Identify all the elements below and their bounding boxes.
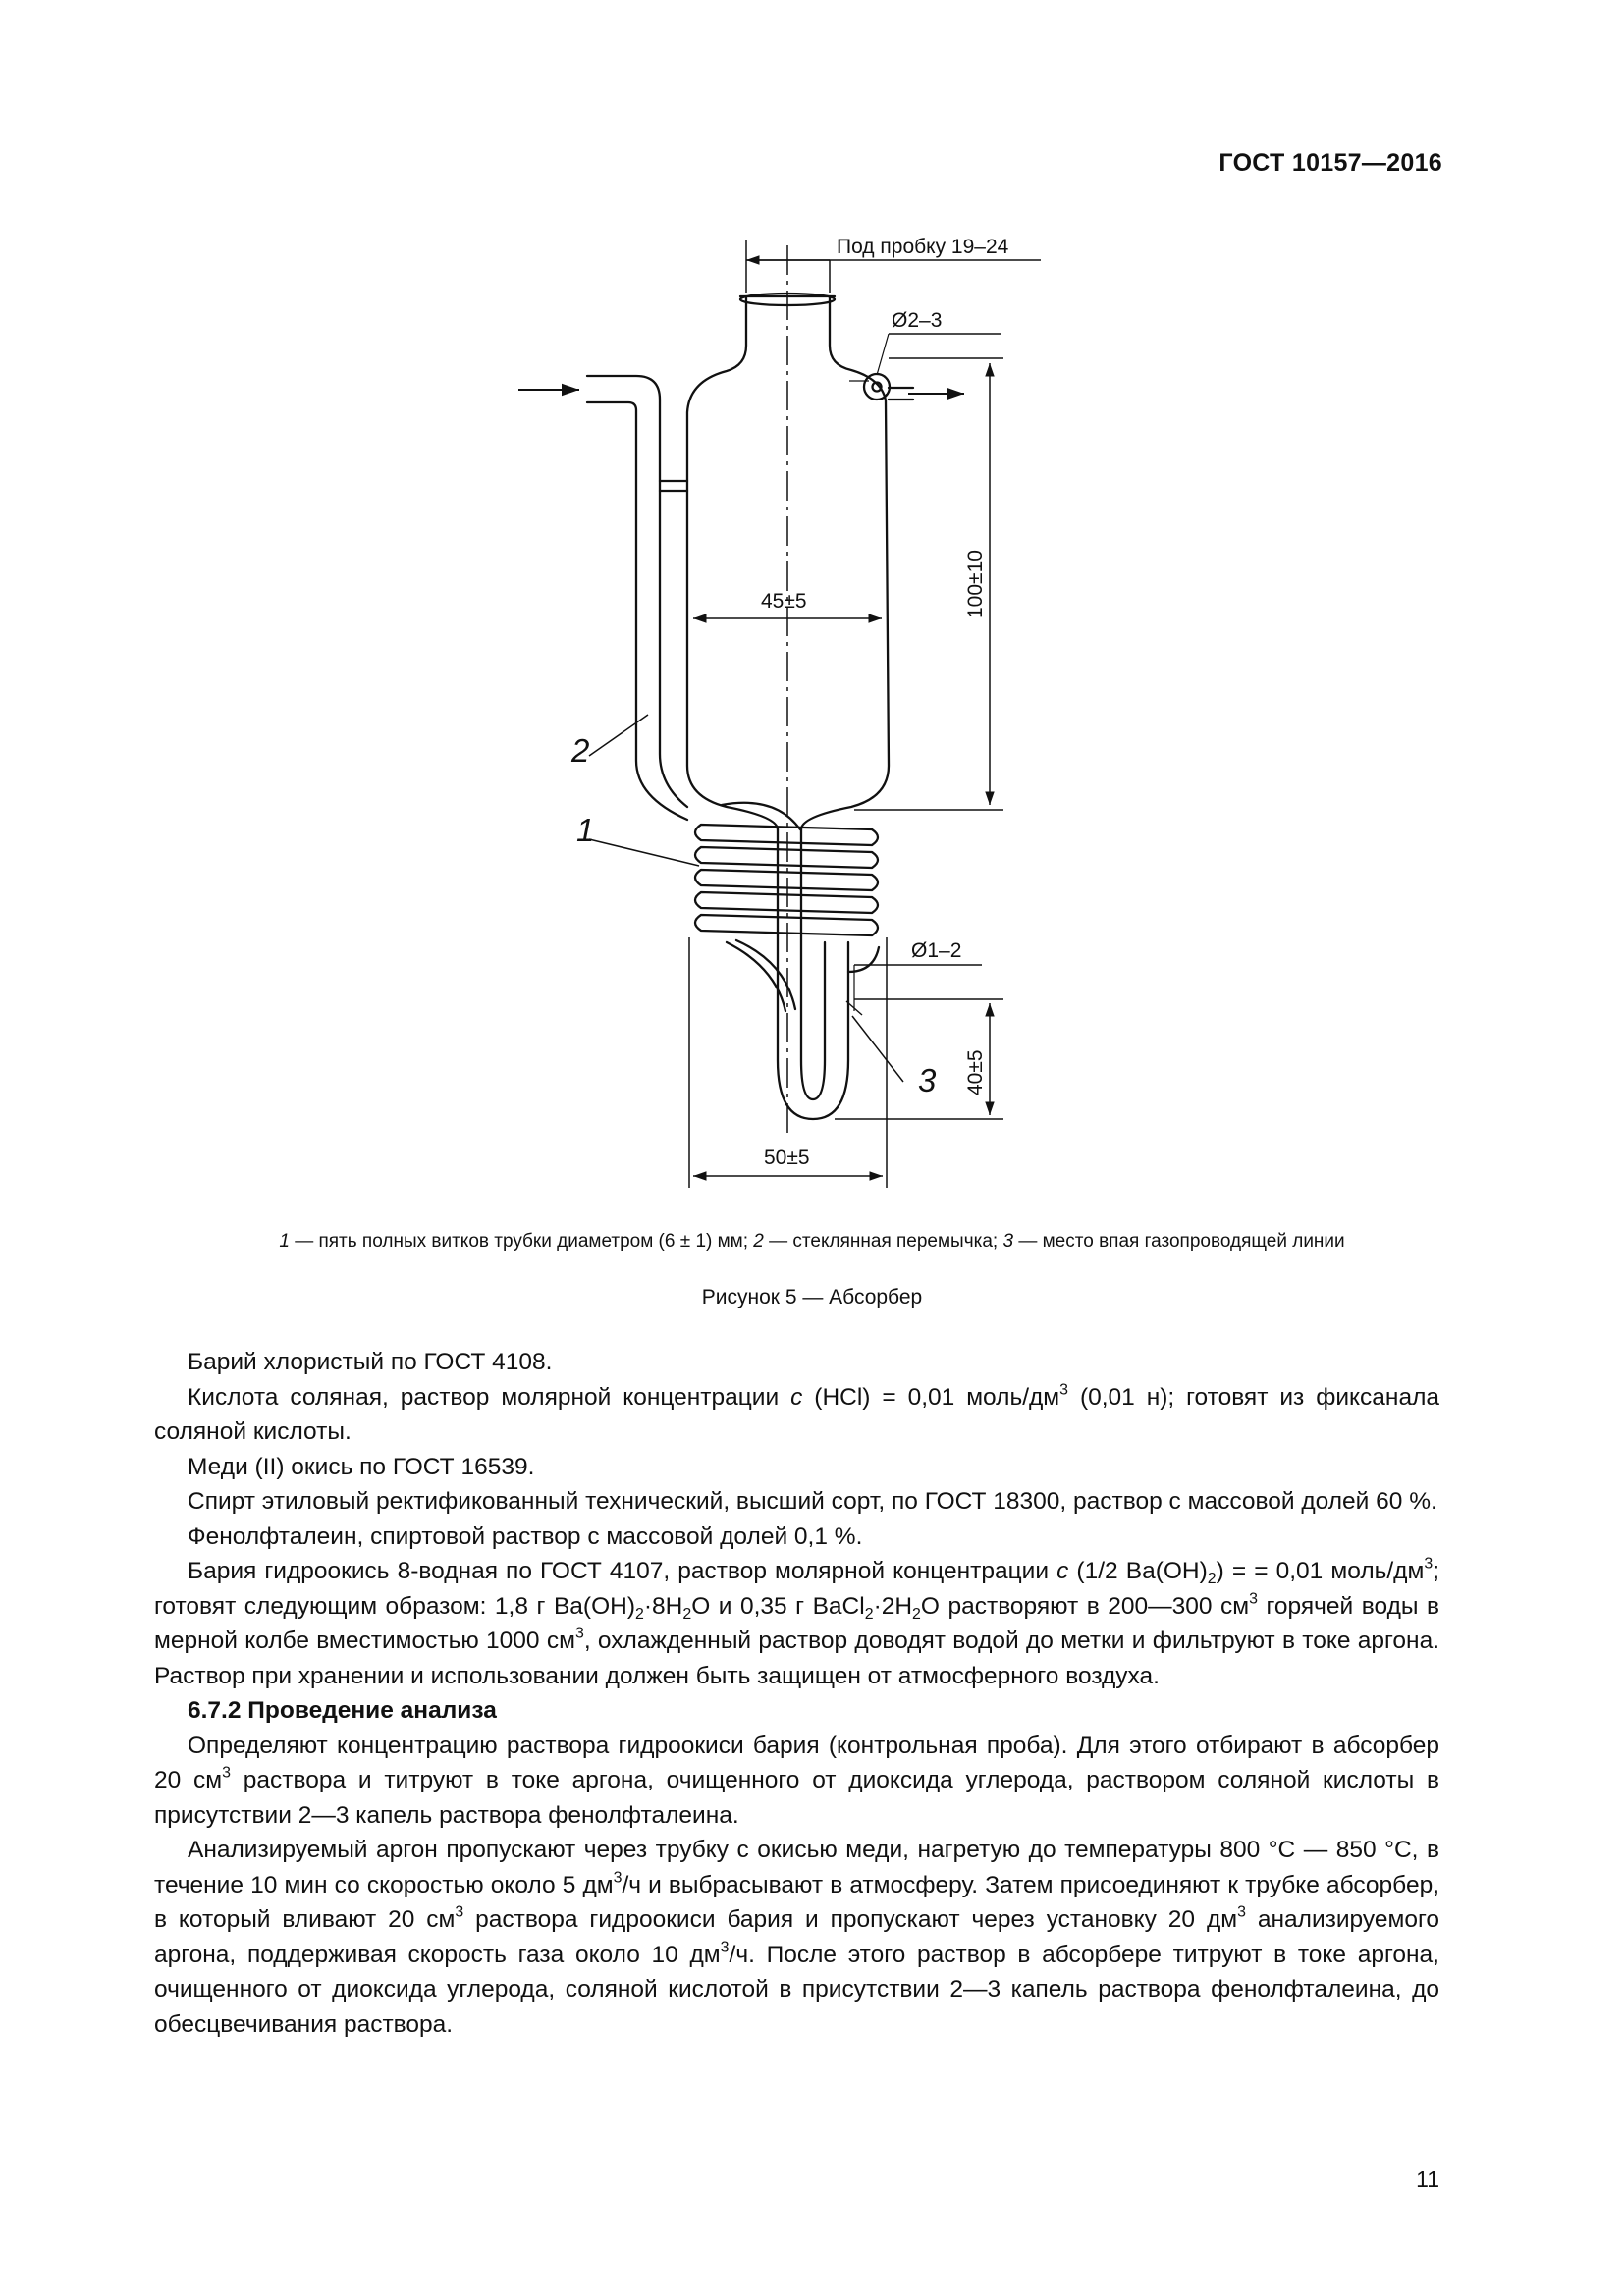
paragraph: Кислота соляная, раствор молярной концентрации c (HCl) = 0,01 моль/$дм^3$ (0,01 н); готовят из фиксанала соляной кислоты. — [154, 1381, 1439, 1445]
body-text — [154, 1345, 1439, 2042]
callout-3: 3 — [918, 1062, 937, 1098]
paragraph: Бария гидроокись 8-водная по ГОСТ 4107, раствор молярной концентрации c (1/2 $Ba(OH)_2$) = = 0,01 моль/$дм^3$; готовят следующим образом: 1,8 г $Ba(OH)_2\cdot 8H_2O$ и 0,35 г $BaCl_2\cdot 2H_2O$ растворяют в 200—300 $см^3$ горячей воды в мерной колбе вместимостью 1000 $см^3$, охлажденный раствор доводят водой до метки и фильтруют в токе аргона. Раствор при хранении и использовании должен быть защищен от атмосферного воздуха. — [154, 1555, 1439, 1689]
coil-width-label: 50±5 — [764, 1147, 810, 1169]
callout-2: 2 — [571, 732, 590, 769]
figure-legend — [0, 1231, 1624, 1253]
callout-leader-1 — [589, 839, 699, 866]
paragraph: Спирт этиловый ректификованный технический, высший сорт, по ГОСТ 18300, раствор с массовой долей 60 %. — [188, 1488, 1437, 1515]
legend-num-3: 3 — [1002, 1231, 1014, 1252]
document-header: ГОСТ 10157—2016 — [1218, 149, 1442, 177]
paragraph: Анализируемый аргон пропускают через трубку с окисью меди, нагретую до температуры 800 °С — 850 °С, в течение 10 мин со скоростью около 5 $дм^3/ч$ и выбрасывают в атмосферу. Затем присоединяют к трубке абсорбер, в который вливают 20 $см^3$ раствора гидроокиси бария и пропускают через установку 20 $дм^3$ анализируемого аргона, поддерживая скорость газа около 10 $дм^3/ч$. После этого раствор в абсорбере титруют в токе аргона, очищенного от диоксида углерода, соляной кислотой в присутствии 2—3 капель раствора фенолфталеина, до обесцвечивания раствора. — [154, 1837, 1439, 2038]
u-tube-height-label: 40±5 — [964, 1049, 987, 1095]
inlet-tube — [587, 376, 687, 820]
callout-1: 1 — [576, 812, 595, 848]
page-number: 11 — [1416, 2166, 1439, 2192]
paragraph: Определяют концентрацию раствора гидроокиси бария (контрольная проба). Для этого отбирают в абсорбер 20 $см^3$ раствора и титруют в токе аргона, очищенного от диоксида углерода, раствором соляной кислоты в присутствии 2—3 капель раствора фенолфталеина. — [154, 1732, 1439, 1829]
coil-tube — [695, 803, 878, 1011]
paragraph: Меди (II) окись по ГОСТ 16539. — [188, 1453, 535, 1480]
height-label: 100±10 — [964, 550, 987, 618]
section-heading: 6.7.2 Проведение анализа — [188, 1697, 497, 1724]
plug-label: Под пробку 19‒24 — [837, 236, 1009, 258]
legend-text-3: — место впая газопроводящей линии — [1013, 1231, 1345, 1252]
legend-text-1: — пять полных витков трубки диаметром (6 ± 1) мм; — [289, 1231, 754, 1252]
legend-num-2: 2 — [753, 1231, 764, 1252]
d23-label: Ø2‒3 — [892, 309, 943, 332]
callout-leader-2 — [589, 715, 648, 756]
paragraph: Барий хлористый по ГОСТ 4108. — [188, 1349, 553, 1375]
legend-num-1: 1 — [279, 1231, 290, 1252]
legend-text-2: — стеклянная перемычка; — [763, 1231, 1003, 1252]
width-label: 45±5 — [761, 590, 807, 613]
d12-label: Ø1‒2 — [911, 939, 962, 962]
figure-caption: Рисунок 5 — Абсорбер — [701, 1286, 923, 1308]
paragraph: Фенолфталеин, спиртовой раствор с массовой долей 0,1 %. — [188, 1522, 863, 1550]
callout-leader-3 — [852, 1016, 903, 1082]
